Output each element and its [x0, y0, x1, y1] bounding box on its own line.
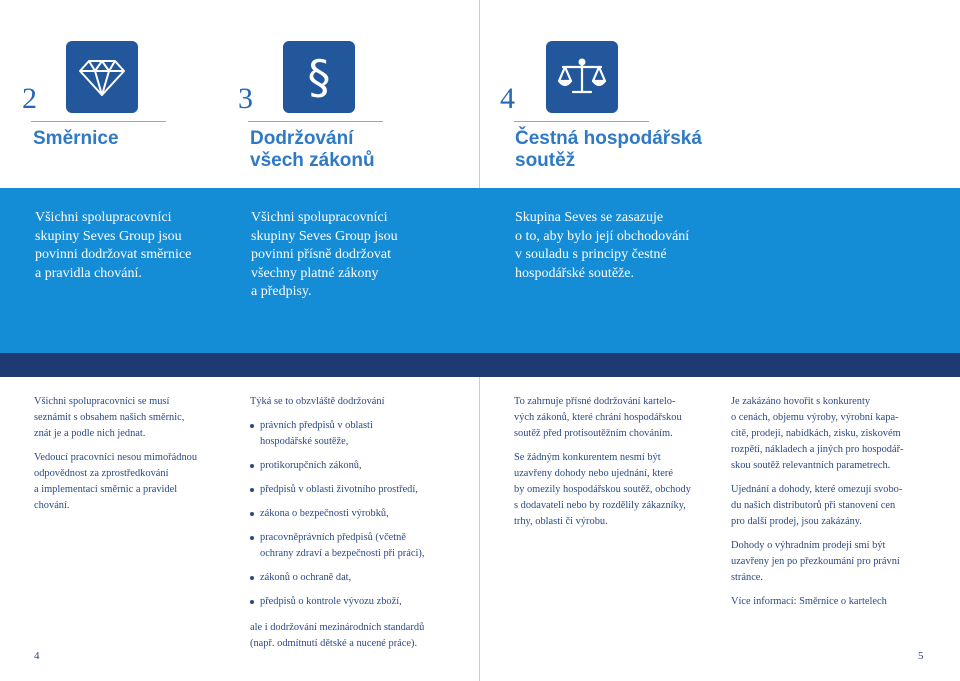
band-text: Skupina Seves se zasazuje o to, aby bylo její obchodování v souladu s principy čestné hospodářské soutěže. — [515, 210, 690, 281]
band-text: Všichni spolupracovníci skupiny Seves Group jsou povinni dodržovat směrnice a pravidla chování. — [35, 210, 192, 281]
list-item: zákonů o ochraně dat, — [250, 570, 465, 586]
paragraph: Ujednání a dohody, které omezují svobo- du našich distributorů při stanovení cen pro další prodej, jsou zakázány. — [731, 484, 903, 527]
section-number: 4 — [500, 82, 515, 115]
list-item: předpisů v oblasti životního prostředí, — [250, 482, 465, 498]
list-item: pracovněprávních předpisů (včetně ochrany zdraví a bezpečnosti při práci), — [250, 530, 465, 562]
paragraph: To zahrnuje přísné dodržování kartelo- vých zákonů, které chrání hospodářskou soutěž před protisoutěžním chováním. — [514, 396, 682, 439]
page-number-right: 5 — [918, 650, 924, 662]
body-column — [731, 394, 941, 618]
scales-icon — [546, 41, 618, 113]
section-number: 3 — [238, 82, 253, 115]
heading-rule — [31, 121, 166, 122]
band-text: Všichni spolupracovníci skupiny Seves Group jsou povinni přísně dodržovat všechny platné zákony a předpisy. — [251, 210, 398, 299]
section-sign-icon: § — [283, 41, 355, 113]
section-heading: Dodržování všech zákonů — [250, 128, 375, 171]
section-number: 2 — [22, 82, 37, 115]
divider-strip — [0, 353, 960, 377]
list-item: právních předpisů v oblasti hospodářské soutěže, — [250, 418, 465, 450]
list-item: předpisů o kontrole vývozu zboží, — [250, 594, 465, 610]
bullet-list — [250, 418, 465, 610]
page-number-left: 4 — [34, 650, 40, 662]
paragraph: Dohody o výhradním prodeji smí být uzavřeny jen po přezkoumání pro právní stránce. — [731, 540, 900, 583]
paragraph: Je zakázáno hovořit s konkurenty o cenách, objemu výroby, výrobní kapa- citě, prodeji, nabídkách, zisku, ziskovém rozpětí, nákladech a jiných pro hospodář- skou soutěž relevantních parametrech. — [731, 396, 904, 471]
body-column — [250, 394, 465, 660]
heading-rule — [514, 121, 649, 122]
paragraph: Se žádným konkurentem nesmí být uzavřeny dohody nebo ujednání, které by omezily hospodářskou soutěž, obchody s dodavateli nebo by rozdělily zákazníky, trhy, oblasti či výrobu. — [514, 452, 691, 527]
list-item: protikorupčních zákonů, — [250, 458, 465, 474]
body-column — [514, 394, 719, 538]
more-info-text: Více informací: Směrnice o kartelech — [731, 596, 887, 607]
diamond-icon — [66, 41, 138, 113]
paragraph: Vedoucí pracovníci nesou mimořádnou odpovědnost za zprostředkování a implementaci směrnic a pravidel chování. — [34, 452, 198, 511]
paragraph: Všichni spolupracovníci se musí seznámit s obsahem našich směrnic, znát je a podle nich jednat. — [34, 396, 185, 439]
paragraph: ale i dodržování mezinárodních standardů (např. odmítnutí dětské a nucené práce). — [250, 622, 425, 649]
heading-rule — [248, 121, 383, 122]
section-heading: Směrnice — [33, 128, 119, 149]
body-column — [34, 394, 224, 522]
list-item: zákona o bezpečnosti výrobků, — [250, 506, 465, 522]
section-heading: Čestná hospodářská soutěž — [515, 128, 702, 171]
paragraph: Týká se to obzvláště dodržování — [250, 396, 385, 407]
